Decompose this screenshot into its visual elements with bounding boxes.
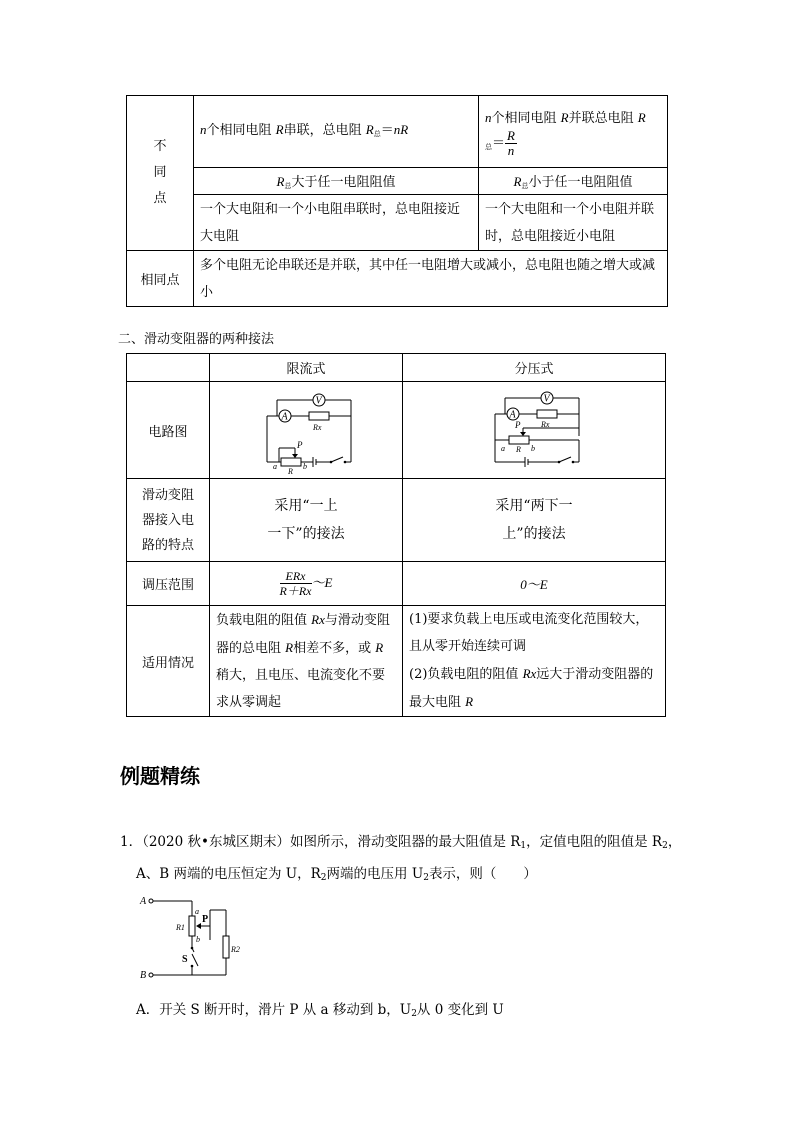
same-label-cell: 相同点 xyxy=(127,251,194,307)
text: A．开关 S 断开时，滑片 P 从 a 移动到 b，U xyxy=(136,1002,412,1018)
col-header-limit: 限流式 xyxy=(210,354,403,382)
subscript: 总 xyxy=(373,129,381,138)
switch-s-label: S xyxy=(182,954,188,965)
diff-char: 同 xyxy=(153,165,167,180)
label-line: 滑动变阻 xyxy=(141,487,194,503)
text: 相差不多，或 xyxy=(293,641,376,656)
divider-circuit-diagram xyxy=(479,386,589,470)
text: ，定值电阻的阻值是 R xyxy=(526,834,663,850)
text: (2)负载电阻的阻值 xyxy=(409,667,523,682)
subscript: 2 xyxy=(423,873,429,883)
question-1-line-1 xyxy=(120,830,681,851)
r-symbol: R xyxy=(285,640,294,655)
feature-line: 一下”的接法 xyxy=(267,526,345,542)
range-tail: ～E xyxy=(311,575,333,590)
section-heading: 例题精练 xyxy=(120,764,200,788)
feature-line: 采用“两下一 xyxy=(495,498,573,514)
ammeter-label: A xyxy=(281,411,288,423)
rheostat-table xyxy=(126,353,666,717)
label-line: 路的特点 xyxy=(141,537,194,553)
p-label: P xyxy=(297,440,303,450)
voltmeter-label: V xyxy=(543,393,550,405)
b-label: b xyxy=(531,444,535,453)
a-label: a xyxy=(273,462,277,471)
r-symbol: R xyxy=(560,109,569,125)
point-a-label: a xyxy=(195,907,199,916)
text: ＝ xyxy=(492,135,506,151)
r-label: R xyxy=(516,445,521,454)
voltmeter-label: V xyxy=(315,395,322,407)
text: 从 0 变化到 U xyxy=(416,1002,504,1018)
limit-use-cell xyxy=(210,606,403,717)
row-label-use: 适用情况 xyxy=(127,606,210,717)
a-label: a xyxy=(501,444,505,453)
slider-p-label: P xyxy=(202,914,209,925)
divider-range-cell: 0～E xyxy=(403,562,666,606)
r1-label: R1 xyxy=(176,923,185,932)
denominator: R＋Rx xyxy=(279,584,312,598)
text: ＝ xyxy=(380,122,394,138)
question-1-line-2 xyxy=(136,862,537,883)
divider-feature-cell xyxy=(403,479,666,562)
comparison-table xyxy=(126,95,668,307)
text: 个相同电阻 xyxy=(491,110,561,126)
point-b-label: b xyxy=(196,935,200,944)
p-label: P xyxy=(515,420,521,430)
feature-line: 上”的接法 xyxy=(502,526,566,542)
r-symbol: R xyxy=(275,121,284,137)
series-note-cell: 一个大电阻和一个小电阻串联时，总电阻接近大电阻 xyxy=(194,195,479,251)
col-header-divider: 分压式 xyxy=(403,354,666,382)
row-label-range: 调压范围 xyxy=(127,562,210,606)
limit-range-cell xyxy=(210,562,403,606)
diff-char: 不 xyxy=(153,139,167,154)
r-label: R xyxy=(288,467,293,476)
feature-line: 采用“一上 xyxy=(274,498,338,514)
range-fraction xyxy=(280,569,312,598)
row-label-feature xyxy=(127,479,210,562)
option-a xyxy=(136,998,504,1019)
limit-circuit-diagram xyxy=(251,386,361,476)
series-formula-cell xyxy=(194,96,479,168)
text: 串联，总电阻 xyxy=(283,122,366,138)
r2-label: R2 xyxy=(231,945,240,954)
subscript: 总 xyxy=(284,182,292,190)
text: 个相同电阻 xyxy=(206,122,276,138)
subscript: 总 xyxy=(521,182,529,190)
parallel-note-cell: 一个大电阻和一个小电阻并联时，总电阻接近小电阻 xyxy=(479,195,668,251)
subscript: 1 xyxy=(520,841,527,851)
text: 与滑动变阻器的总电阻 xyxy=(216,613,390,656)
diff-char: 点 xyxy=(153,191,167,206)
text: ， xyxy=(667,834,682,850)
rx-label: Rx xyxy=(313,423,322,432)
text: 小于任一电阻阻值 xyxy=(528,175,633,190)
limit-circuit-cell xyxy=(210,382,403,479)
r-symbol: R xyxy=(465,694,474,709)
ammeter-label: A xyxy=(509,409,516,421)
n-symbol: n xyxy=(200,121,207,137)
label-line: 器接入电 xyxy=(141,512,194,528)
r-symbol: R xyxy=(513,174,522,189)
r-symbol: R xyxy=(365,121,374,137)
series-compare-cell xyxy=(194,168,479,195)
same-text-cell: 多个电阻无论串联还是并联，其中任一电阻增大或减小，总电阻也随之增大或减小 xyxy=(194,251,668,307)
subscript: 2 xyxy=(411,1009,417,1019)
n-symbol: n xyxy=(485,109,492,125)
terminal-a-label: A xyxy=(140,896,147,907)
question-1-circuit-figure xyxy=(138,892,248,982)
corner-cell xyxy=(127,354,210,382)
rx-symbol: Rx xyxy=(311,612,325,627)
parallel-compare-cell xyxy=(479,168,668,195)
text: 负载电阻的阻值 xyxy=(216,613,312,628)
numerator: R xyxy=(507,127,515,143)
text: 表示，则（ ） xyxy=(428,866,537,882)
rx-symbol: Rx xyxy=(522,666,537,681)
subscript: 2 xyxy=(662,841,668,851)
r-symbol: R xyxy=(637,109,646,125)
numerator: ERx xyxy=(280,569,312,584)
text: 1．（2020 秋•东城区期末）如图所示，滑动变阻器的最大阻值是 R xyxy=(120,834,521,850)
parallel-formula-cell xyxy=(479,96,668,168)
r-symbol: R xyxy=(276,174,285,189)
text: 远大于滑动变阻器的最大电阻 xyxy=(409,667,654,710)
text: (1)要求负载上电压或电流变化范围较大，且从零开始连续可调 xyxy=(409,612,649,654)
r-symbol: R xyxy=(375,640,384,655)
fraction xyxy=(505,129,517,158)
text: 大于任一电阻阻值 xyxy=(291,175,396,190)
rx-label: Rx xyxy=(541,420,550,429)
nr-symbol: nR xyxy=(393,121,409,137)
diff-label-cell xyxy=(127,96,194,251)
limit-feature-cell xyxy=(210,479,403,562)
section-title: 二、滑动变阻器的两种接法 xyxy=(118,332,275,347)
terminal-b-label: B xyxy=(140,970,147,981)
text: A、B 两端的电压恒定为 U，R xyxy=(136,866,321,882)
divider-use-cell xyxy=(403,606,666,717)
text: 稍大，且电压、电流变化不要求从零调起 xyxy=(216,668,386,710)
b-label: b xyxy=(303,462,307,471)
row-label-circuit: 电路图 xyxy=(127,382,210,479)
text: 并联总电阻 xyxy=(568,110,638,126)
denominator: n xyxy=(507,142,515,158)
text: 两端的电压用 U xyxy=(326,866,424,882)
divider-circuit-cell xyxy=(403,382,666,479)
subscript: 2 xyxy=(320,873,327,883)
subscript: 总 xyxy=(485,142,492,151)
